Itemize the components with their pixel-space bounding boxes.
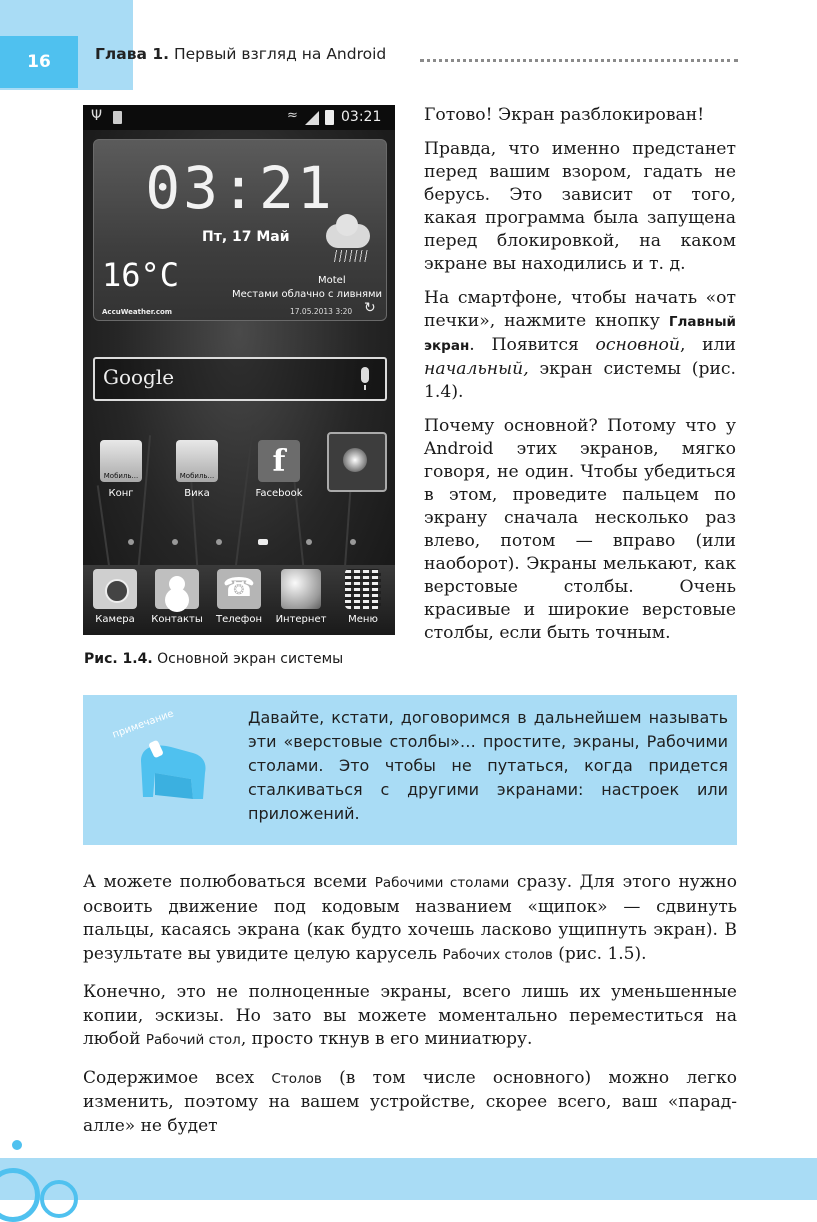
app-label: Facebook	[255, 488, 303, 499]
paragraph: Готово! Экран разблокирован!	[424, 105, 705, 125]
dock-label: Телефон	[215, 614, 262, 625]
right-column-text	[424, 104, 736, 656]
app-shortcut-vika[interactable]	[167, 440, 227, 499]
microphone-icon[interactable]	[361, 367, 369, 383]
note-box	[83, 695, 737, 845]
figure-number: Рис. 1.4.	[84, 651, 153, 667]
widget-condition: Местами облачно с ливнями	[232, 289, 383, 300]
battery-charging-icon	[113, 111, 122, 124]
figure-caption	[84, 651, 343, 667]
dock-label: Камера	[95, 614, 135, 625]
contacts-icon	[155, 569, 199, 609]
paragraph: Почему основной? Потому что у Android этих экранов, мягко говоря, не один. Чтобы убедиться в этом, проведите пальцем по экрану сначала несколько раз влево, потом — вправо (или наоборот). Экраны мелькают, как верстовые столбы. Очень красивые и широкие верстовые столбы, если быть точным.	[424, 416, 736, 643]
app-shortcut-kong[interactable]	[91, 440, 151, 499]
status-bar	[83, 105, 395, 130]
rain-icon	[332, 250, 368, 262]
dock-label: Контакты	[151, 614, 203, 625]
dock-label: Меню	[348, 614, 378, 625]
chapter-title: Первый взгляд на Android	[173, 45, 387, 63]
app-dock	[83, 565, 395, 635]
ui-term: Главный экран	[424, 314, 736, 354]
ui-term: Рабочими столами	[374, 875, 510, 891]
widget-date: Пт, 17 Май	[202, 229, 290, 245]
app-facebook[interactable]	[249, 440, 309, 499]
ui-term: Столов	[271, 1070, 322, 1087]
contact-shortcut-icon	[176, 440, 218, 482]
footer-ring	[40, 1180, 78, 1218]
grid-icon	[345, 569, 381, 609]
globe-icon	[281, 569, 321, 609]
facebook-icon: f	[258, 440, 300, 482]
chapter-label: Глава 1.	[95, 45, 170, 63]
contact-shortcut-icon	[100, 440, 142, 482]
header-leader-dots	[420, 59, 738, 62]
note-text: Давайте, кстати, договоримся в дальнейшем называть эти «верстовые столбы»… простите, экраны, Рабочими столами. Это чтобы не путаться, когда придется сталкиваться с другими экранами: настроек или приложений.	[248, 708, 728, 823]
body-text	[83, 871, 737, 1152]
app-label: Вика	[184, 488, 210, 499]
ui-term: Рабочих столов	[442, 946, 553, 963]
widget-updated: 17.05.2013 3:20	[290, 307, 353, 316]
dock-camera[interactable]	[85, 569, 145, 625]
dock-menu[interactable]	[333, 569, 393, 625]
dock-phone[interactable]	[209, 569, 269, 625]
google-search-bar[interactable]	[93, 357, 387, 401]
widget-brand: AccuWeather.com	[102, 308, 173, 316]
dock-internet[interactable]	[271, 569, 331, 625]
home-page-indicator	[128, 537, 358, 547]
footer-dot	[12, 1140, 22, 1150]
paragraph: На смартфоне, чтобы начать «от печки», нажмите кнопку Главный экран. Появится основной, или начальный, экран системы (рис. 1.4).	[424, 288, 736, 402]
refresh-icon[interactable]: ↻	[364, 300, 376, 316]
android-home-screenshot	[83, 105, 395, 635]
clock-weather-widget[interactable]	[93, 139, 387, 321]
widget-temperature: 16°C	[102, 256, 180, 294]
note-label: примечание	[111, 708, 176, 741]
dock-contacts[interactable]	[147, 569, 207, 625]
paragraph: Конечно, это не полноценные экраны, всего лишь их уменьшенные копии, эскизы. Но зато вы можете моментально переместиться на любой Рабочий стол, просто ткнув в его миниатюру.	[83, 982, 737, 1049]
running-header	[95, 45, 386, 63]
armchair-icon	[133, 733, 217, 813]
signal-icon	[305, 111, 319, 125]
page-number: 16	[27, 52, 51, 72]
dock-label: Интернет	[275, 614, 327, 625]
phone-icon	[217, 569, 261, 609]
battery-icon	[325, 110, 334, 125]
app-label: Конг	[108, 488, 134, 499]
app-flashlight[interactable]	[327, 432, 387, 498]
widget-clock: 03:21	[145, 154, 335, 222]
figure-caption-text: Основной экран системы	[157, 651, 344, 667]
camera-icon	[93, 569, 137, 609]
wifi-icon: ≈	[287, 108, 298, 123]
status-time: 03:21	[341, 109, 382, 125]
google-logo: Google	[103, 365, 175, 389]
paragraph: Содержимое всех Столов (в том числе основного) можно легко изменить, поэтому на вашем устройстве, скорее всего, ваш «парад-алле» не будет	[83, 1067, 737, 1136]
ui-term: Рабочий стол	[145, 1032, 241, 1048]
paragraph: Правда, что именно предстанет перед вашим взором, гадать не берусь. Это зависит от того, какая программа была запущена перед блокировкой, на каком экране вы находились и т. д.	[424, 139, 736, 274]
widget-location: Motel	[318, 275, 346, 286]
flashlight-icon	[327, 432, 387, 492]
footer-band	[0, 1158, 817, 1200]
usb-icon: Ψ	[91, 108, 103, 124]
rain-cloud-icon	[326, 224, 370, 248]
paragraph: А можете полюбоваться всеми Рабочими столами сразу. Для этого нужно освоить движение под кодовым названием «щипок» — сдвинуть пальцы, касаясь экрана (как будто хочешь ласково ущипнуть экран). В результате вы увидите целую карусель Рабочих столов (рис. 1.5).	[83, 872, 737, 964]
